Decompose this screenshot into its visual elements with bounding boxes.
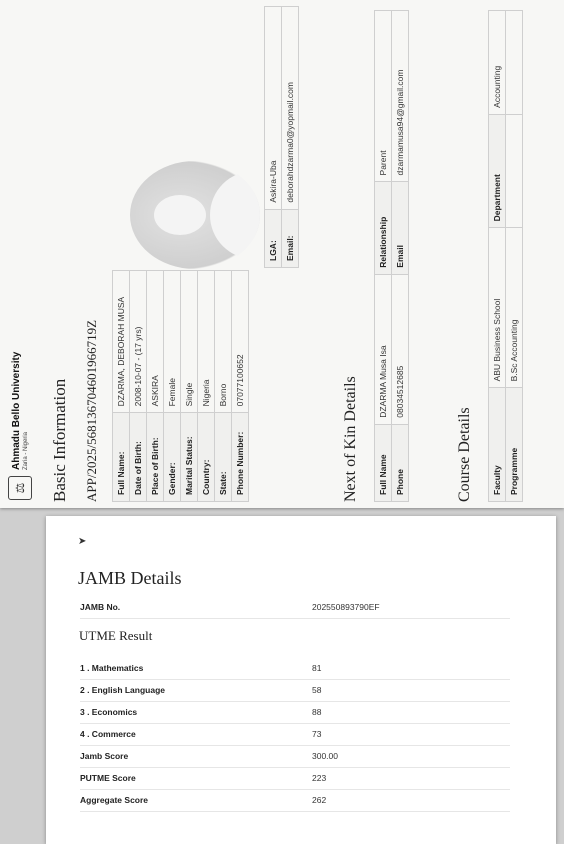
table-row: [80, 789, 510, 812]
jamb-no-value: 202550893790EF: [312, 602, 380, 612]
score-value: 300.00: [312, 751, 338, 761]
label: Full Name:: [113, 413, 130, 502]
subject-label: 4 . Commerce: [80, 729, 136, 739]
country-value: Nigeria: [198, 271, 215, 413]
email-value: deborahdzarma0@yopmail.com: [282, 7, 299, 210]
label: Relationship: [375, 182, 392, 274]
score-value: 262: [312, 795, 327, 805]
state-value: Borno: [215, 271, 232, 413]
kin-email-value: dzarmamusa94@gmail.com: [392, 11, 409, 182]
kin-title: Next of Kin Details: [342, 376, 359, 502]
gender-value: Female: [164, 271, 181, 413]
course-title: Course Details: [456, 407, 473, 502]
label: Faculty: [489, 388, 506, 502]
faculty-value: ABU Business School: [489, 228, 506, 388]
label: Date of Birth:: [130, 413, 147, 502]
phone-value: 07077100652: [232, 271, 249, 413]
dept-value: Accounting: [489, 11, 506, 115]
kin-phone-value: 08034512685: [392, 274, 409, 424]
full-name-value: DZARMA, DEBORAH MUSA: [113, 271, 130, 413]
label: Department: [489, 114, 506, 228]
avatar-shoulders: [210, 171, 260, 259]
subject-label: Jamb Score: [80, 751, 129, 761]
table-row: [80, 657, 510, 680]
jamb-no-label: JAMB No.: [80, 602, 121, 612]
corner-mark-icon: ➤: [78, 536, 87, 547]
label: Email: [392, 182, 409, 274]
university-header: [8, 352, 32, 500]
course-table: [488, 10, 523, 502]
lga-value: Askira-Uba: [265, 7, 282, 210]
label: Full Name: [375, 424, 392, 501]
university-subtitle: Zaria - Nigeria: [23, 431, 29, 470]
empty-cell: [506, 114, 523, 228]
table-row: [80, 723, 510, 746]
table-row: [80, 679, 510, 702]
subject-label: PUTME Score: [80, 773, 136, 783]
basic-info-table: [112, 270, 249, 502]
table-row: [80, 701, 510, 724]
label: Phone: [392, 424, 409, 501]
university-name: Ahmadu Bello University: [11, 351, 22, 470]
avatar-head: [154, 195, 206, 235]
label: Gender:: [164, 413, 181, 502]
utme-title: UTME Result: [79, 628, 153, 643]
kin-rel-value: Parent: [375, 11, 392, 182]
subject-label: Aggregate Score: [80, 795, 149, 805]
score-value: 223: [312, 773, 327, 783]
subject-label: 1 . Mathematics: [80, 663, 144, 673]
score-value: 58: [312, 685, 322, 695]
pob-value: ASKIRA: [147, 271, 164, 413]
rotated-content: [2, 4, 562, 504]
label: Phone Number:: [232, 413, 249, 502]
kin-table: [374, 10, 409, 502]
subject-label: 2 . English Language: [80, 685, 166, 695]
profile-photo-placeholder: [130, 161, 260, 269]
label: Marital Status:: [181, 413, 198, 502]
subject-label: 3 . Economics: [80, 707, 138, 717]
empty-cell: [506, 11, 523, 115]
scanned-page-bottom: [46, 516, 556, 844]
programme-value: B.Sc Accounting: [506, 228, 523, 388]
label: Email:: [282, 209, 299, 267]
label: State:: [215, 413, 232, 502]
label: LGA:: [265, 209, 282, 267]
score-value: 81: [312, 663, 322, 673]
label: Country:: [198, 413, 215, 502]
basic-info-title: Basic Information: [50, 378, 69, 502]
label: Programme: [506, 388, 523, 502]
table-row: [80, 745, 510, 768]
university-logo-icon: ⚖: [8, 476, 32, 500]
jamb-no-row: [80, 596, 510, 619]
label: Place of Birth:: [147, 413, 164, 502]
score-value: 73: [312, 729, 322, 739]
marital-value: Single: [181, 271, 198, 413]
basic-info-table-right: [264, 6, 299, 268]
dob-value: 2008-10-07 - (17 yrs): [130, 271, 147, 413]
jamb-title: JAMB Details: [78, 568, 182, 588]
application-id: APP/2025/568136704601966719Z: [84, 319, 99, 502]
score-value: 88: [312, 707, 322, 717]
kin-name-value: DZARMA Musa Isa: [375, 274, 392, 424]
table-row: [80, 767, 510, 790]
